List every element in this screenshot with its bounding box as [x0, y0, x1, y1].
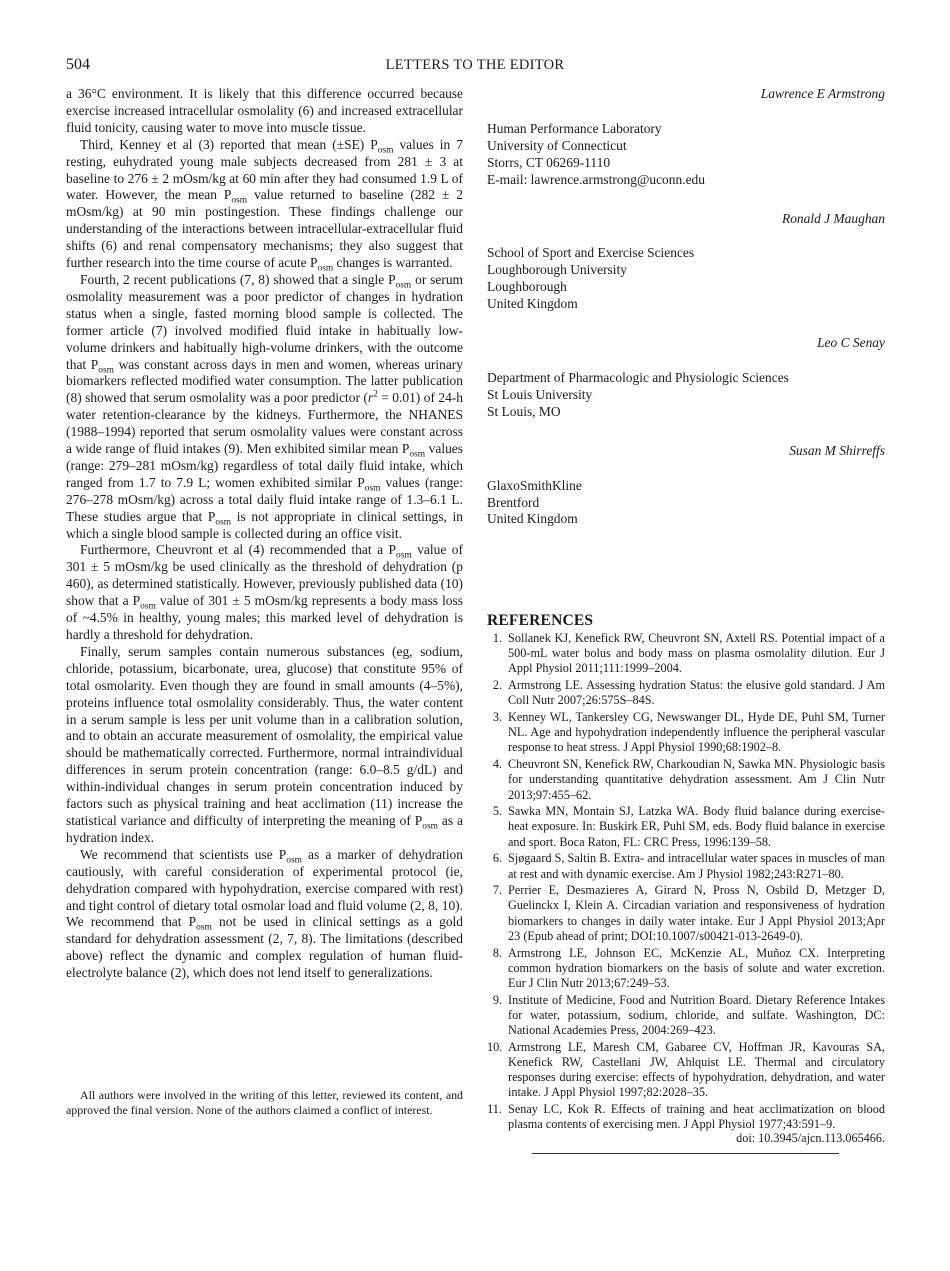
affiliation-line: School of Sport and Exercise Sciences — [487, 245, 695, 261]
paragraph: Fourth, 2 recent publications (7, 8) showed that a single $P_{osm}$ or serum osmolality measurement was a poor predictor of changes in hydration status when a single, fasted morning blood sample is collected. The former article (7) involved modified fluid intake in habitually low-volume drinkers and habitually high-volume drinkers, with the outcome that $P_{osm}$ was constant across days in men and women, whereas urinary biomarkers reflected modified water consumption. The latter publication (8) showed that serum osmolality was a poor predictor $(r^2 = 0.01)$ of 24-h water retention-clearance by the kidneys. Furthermore, the NHANES (1988–1994) reported that serum osmolality values were constant across a wide range of fluid intakes (9). Men exhibited similar mean $P_{osm}$ values (range: 279–281 mOsm/kg) regardless of total daily fluid intake, which ranged from 1.7 to 7.9 L; women exhibited similar $P_{osm}$ values (range: 276–278 mOsm/kg) across a total daily fluid intake range of 1.3–6.1 L. These studies argue that $P_{osm}$ is not appropriate in clinical settings, in which a single blood sample is collected during an office visit. — [66, 271, 463, 541]
affiliation-line: Loughborough — [487, 279, 567, 295]
author-name: Leo C Senay — [817, 335, 885, 351]
acknowledgment: All authors were involved in the writing of this letter, reviewed its content, and approved the final version. None of the authors claimed a conflict of interest. — [66, 1088, 463, 1118]
reference-item: 4. Cheuvront SN, Kenefick RW, Charkoudian N, Sawka MN. Physiologic basis for understanding quantitative dehydration assessment. Am J Clin Nutr 2013;97:455–62. — [492, 757, 885, 802]
paragraph: Furthermore, Cheuvront et al (4) recommended that a $P_{osm}$ value of 301 ± 5 mOsm/kg be used clinically as the threshold of dehydration (p 460), as determined statistically. However, previously published data (10) show that a $P_{osm}$ value of 301 ± 5 mOsm/kg represents a body mass loss of ~4.5% in healthy, young males; this marked level of dehydration is hardly a threshold for dehydration. — [66, 542, 463, 642]
reference-item: 10. Armstrong LE, Maresh CM, Gabaree CV, Hoffman JR, Kavouras SA, Kenefick RW, Castellani JW, Ahlquist LE. Thermal and circulatory responses during exercise: effects of hypohydration, dehydration, and water intake. J Appl Physiol 1997;82:2028–35. — [487, 1039, 885, 1100]
affiliation-line: GlaxoSmithKline — [487, 477, 582, 493]
affiliation-line: United Kingdom — [487, 296, 578, 312]
author-block — [487, 86, 885, 528]
end-rule — [532, 1153, 839, 1154]
reference-item: 7. Perrier E, Desmazieres A, Girard N, Pross N, Osbild D, Metzger D, Guelinckx I, Klein A. Circadian variation and responsiveness of hydration biomarkers to changes in daily water intake. Eur J Appl Physiol 2013;Apr 23 (Epub ahead of print; DOI:10.1007/s00421-013-2649-0). — [492, 883, 885, 943]
affiliation — [487, 370, 885, 421]
affiliation-line: United Kingdom — [487, 511, 578, 527]
reference-list — [487, 631, 885, 1134]
reference-item: 11. Senay LC, Kok R. Effects of training and heat acclimatization on blood plasma contents of exercising men. J Appl Physiol 1977;43:591–9. — [487, 1102, 885, 1132]
reference-item: 6. Sjøgaard S, Saltin B. Extra- and intracellular water spaces in muscles of man at rest and with dynamic exercise. Am J Physiol 1982;243:R271–80. — [492, 851, 885, 881]
running-title: LETTERS TO THE EDITOR — [385, 57, 565, 73]
affiliation-line: University of Connecticut — [487, 137, 627, 153]
reference-item: 3. Kenney WL, Tankersley CG, Newswanger DL, Hyde DE, Puhl SM, Turner NL. Age and hypohydration independently influence the peripheral vascular response to heat stress. J Appl Physiol 1990;68:1902–8. — [492, 710, 885, 755]
affiliation-line: Loughborough University — [487, 262, 627, 278]
affiliation — [487, 121, 885, 189]
reference-item: 5. Sawka MN, Montain SJ, Latzka WA. Body fluid balance during exercise-heat exposure. In: Buskirk ER, Puhl SM, eds. Body fluid balance in exercise and sport. Boca Raton, FL: CRC Press, 1996:139–58. — [492, 804, 885, 849]
doi: doi: 10.3945/ajcn.113.065466. — [736, 1131, 885, 1145]
author-name: Lawrence E Armstrong — [760, 86, 885, 101]
reference-item: 8. Armstrong LE, Johnson EC, McKenzie AL, Muñoz CX. Interpreting common hydration biomarkers on the basis of solute and water excretion. Eur J Clin Nutr 2013;67:249–53. — [492, 945, 885, 990]
email-line: E-mail: lawrence.armstrong@uconn.edu — [487, 171, 705, 187]
affiliation-line: St Louis, MO — [487, 403, 561, 419]
reference-item: 1. Sollanek KJ, Kenefick RW, Cheuvront SN, Axtell RS. Potential impact of a 500-mL water bolus and body mass on plasma osmolality dilution. Eur J Appl Physiol 2011;111:1999–2004. — [492, 631, 885, 676]
affiliation-line: Storrs, CT 06269-1110 — [487, 154, 611, 170]
affiliation-line: Brentford — [487, 494, 540, 510]
author-name: Ronald J Maughan — [781, 210, 885, 226]
paragraph: a 36°C environment. It is likely that this difference occurred because exercise increased intracellular osmolality (6) and increased extracellular fluid tonicity, causing water to move into muscle tissue. — [66, 86, 463, 135]
affiliation-line: St Louis University — [487, 386, 593, 402]
left-column — [66, 86, 464, 1118]
paragraph: We recommend that scientists use $P_{osm}$ as a marker of dehydration cautiously, with careful consideration of experimental protocol (ie, dehydration compared with hypohydration, exercise compared with rest) and tight control of dietary total osmolar load and fluid volume (2, 8, 10). We recommend that $P_{osm}$ not be used in clinical settings as a gold standard for dehydration assessment (2, 7, 8). The limitations (described above) reflect the dynamic and complex regulation of human fluid-electrolyte balance (2), which does not lend itself to generalizations. — [66, 846, 464, 981]
paragraph: Third, Kenney et al (3) reported that mean (±SE) $P_{osm}$ values in 7 resting, euhydrated young male subjects decreased from 281 ± 3 at baseline to 276 ± 2 mOsm/kg at 60 min after they had consumed 1.9 L of water. However, the mean $P_{osm}$ value returned to baseline (282 ± 2 mOsm/kg) at 90 min postingestion. These findings challenge our understanding of the interactions between intracellular-extracellular fluid shifts (6) and renal compensatory mechanisms; they also suggest that further research into the time course of acute $P_{osm}$ changes is warranted. — [66, 136, 463, 274]
affiliation — [487, 478, 885, 529]
affiliation-line: Human Performance Laboratory — [487, 120, 662, 136]
references-heading: REFERENCES — [487, 612, 594, 629]
reference-item: 2. Armstrong LE. Assessing hydration Status: the elusive gold standard. J Am Coll Nutr 2007;26:575S–84S. — [492, 678, 885, 708]
affiliation-line: Department of Pharmacologic and Physiologic Sciences — [487, 369, 789, 385]
reference-item: 9. Institute of Medicine, Food and Nutrition Board. Dietary Reference Intakes for water, potassium, sodium, chloride, and sulfate. Washington, DC: National Academies Press, 2004:269–423. — [492, 992, 885, 1038]
page-number: 504 — [66, 56, 90, 73]
paragraph: Finally, serum samples contain numerous substances (eg, sodium, chloride, potassium, bicarbonate, urea, glucose) that constitute 95% of total osmolarity. Even though they are found in small amounts (4–5%), proteins influence total osmolality considerably. Thus, the water content in a serum sample is less per unit volume than in a calibration solution, and to obtain an accurate measurement of osmolality, the empirical value should be mathematically corrected. Furthermore, normal intraindividual differences in serum protein concentration (range: 6.0–8.5 g/dL) and within-individual changes in serum protein concentration induced by factors such as physical training and heat acclimation (11) increase the statistical variance and difficulty of interpreting the meaning of $P_{osm}$ as a hydration index. — [66, 643, 463, 845]
affiliation — [487, 245, 885, 313]
author-name: Susan M Shirreffs — [789, 442, 885, 458]
